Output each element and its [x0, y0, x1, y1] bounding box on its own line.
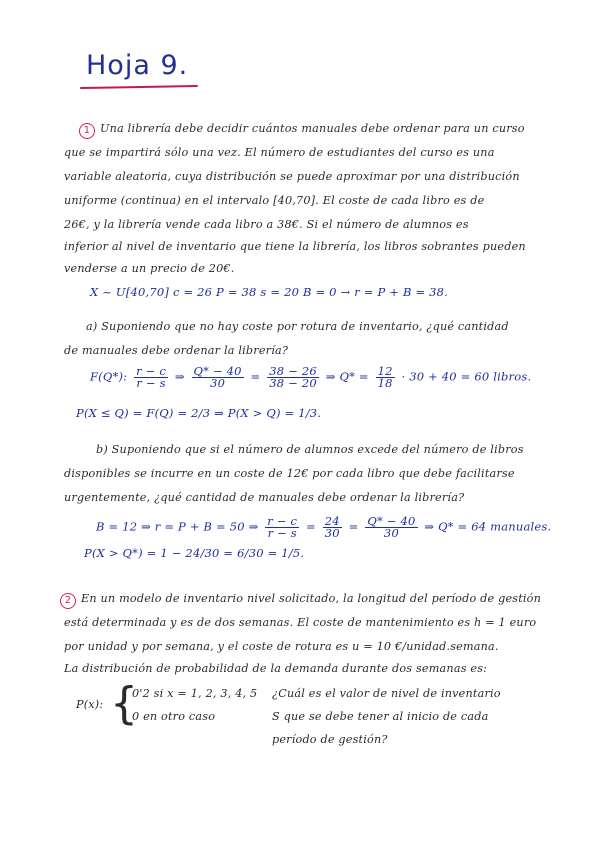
pmf-label: P(x): [76, 698, 104, 711]
fraction-12-18: $\frac{12}{18}$ [377, 364, 393, 390]
problem-2-question-2: S que se debe tener al inicio de cada [272, 710, 489, 723]
left-brace: { [110, 678, 138, 729]
problem-1-line-4: uniforme (continua) en el intervalo [40,70]. El coste de cada libro es de [64, 194, 485, 207]
problem-1-number: 1 [79, 123, 95, 139]
problem-1-line-1: 1 Una librería debe decidir cuántos manuales debe ordenar para un curso [79, 122, 525, 139]
pmf-case-2: 0 en otro caso [132, 710, 216, 723]
problem-1-line-6: inferior al nivel de inventario que tiene la librería, los libros sobrantes pueden [64, 240, 526, 253]
problem-2-question-1: ¿Cuál es el valor de nivel de inventario [272, 687, 501, 700]
problem-2-number: 2 [60, 593, 76, 609]
problem-2-line-4: La distribución de probabilidad de la demanda durante dos semanas es: [64, 662, 488, 675]
part-a-question-2: de manuales debe ordenar la librería? [64, 344, 289, 357]
part-a-question-1: a) Suponiendo que no hay coste por rotura de inventario, ¿qué cantidad [86, 320, 509, 333]
problem-2-line-1: 2 En un modelo de inventario nivel solicitado, la longitud del período de gestión [60, 592, 541, 609]
problem-2-line-2: está determinada y es de dos semanas. El coste de mantenimiento es h = 1 euro [64, 616, 537, 629]
fraction-q-over-30: $\frac{Q* - 40}{30}$ [193, 364, 242, 390]
problem-1-parameters: X ~ U[40,70] c = 26 P = 38 s = 20 B = 0 → r = P + B = 38. [90, 285, 449, 299]
problem-1-line-7: venderse a un precio de 20€. [64, 262, 235, 275]
part-b-question-2: disponibles se incurre en un coste de 12€ por cada libro que debe facilitarse [64, 467, 515, 480]
problem-2-question-3: período de gestión? [272, 733, 388, 746]
problem-2-line-3: por unidad y por semana, y el coste de rotura es u = 10 €/unidad.semana. [64, 640, 499, 653]
part-b-equation: B = 12 ⇒ r = P + B = 50 ⇒ $\frac{r - c}{r - s}$ = $\frac{24}{30}$ = $\frac{Q* - 40}{30}$ ⇒ Q* = 64 manuales. [96, 514, 552, 540]
problem-1-line-2: que se impartirá sólo una vez. El número de estudiantes del curso es una [64, 146, 495, 159]
fraction-q-over-30-b: $\frac{Q* - 40}{30}$ [367, 514, 416, 540]
part-b-question-1: b) Suponiendo que si el número de alumnos excede del número de libros [96, 443, 524, 456]
fraction-24-30: $\frac{24}{30}$ [324, 514, 340, 540]
fraction-r-c-over-r-s-b: $\frac{r - c}{r - s}$ [267, 514, 298, 540]
part-a-equation: F(Q*): $\frac{r - c}{r - s}$ ⇒ $\frac{Q* - 40}{30}$ = $\frac{38 - 26}{38 - 20}$ ⇒ Q* = $\frac{12}{18}$ · 30 + 40 = 60 libros. [90, 364, 532, 390]
pmf-case-1: 0'2 si x = 1, 2, 3, 4, 5 [132, 687, 258, 700]
part-b-question-3: urgentemente, ¿qué cantidad de manuales debe ordenar la librería? [64, 491, 465, 504]
problem-1-line-3: variable aleatoria, cuya distribución se puede aproximar por una distribución [64, 170, 520, 183]
fraction-numeric: $\frac{38 - 26}{38 - 20}$ [269, 364, 317, 390]
part-a-probability: P(X ≤ Q) = F(Q) = 2/3 ⇒ P(X > Q) = 1/3. [76, 406, 322, 420]
page-title: Hoja 9. [86, 50, 189, 81]
problem-1-line-5: 26€, y la librería vende cada libro a 38€. Si el número de alumnos es [64, 218, 469, 231]
fraction-r-c-over-r-s: $\frac{r - c}{r - s}$ [136, 364, 166, 390]
part-b-probability: P(X > Q*) = 1 − 24/30 = 6/30 = 1/5. [84, 546, 305, 560]
title-underline [80, 85, 198, 89]
